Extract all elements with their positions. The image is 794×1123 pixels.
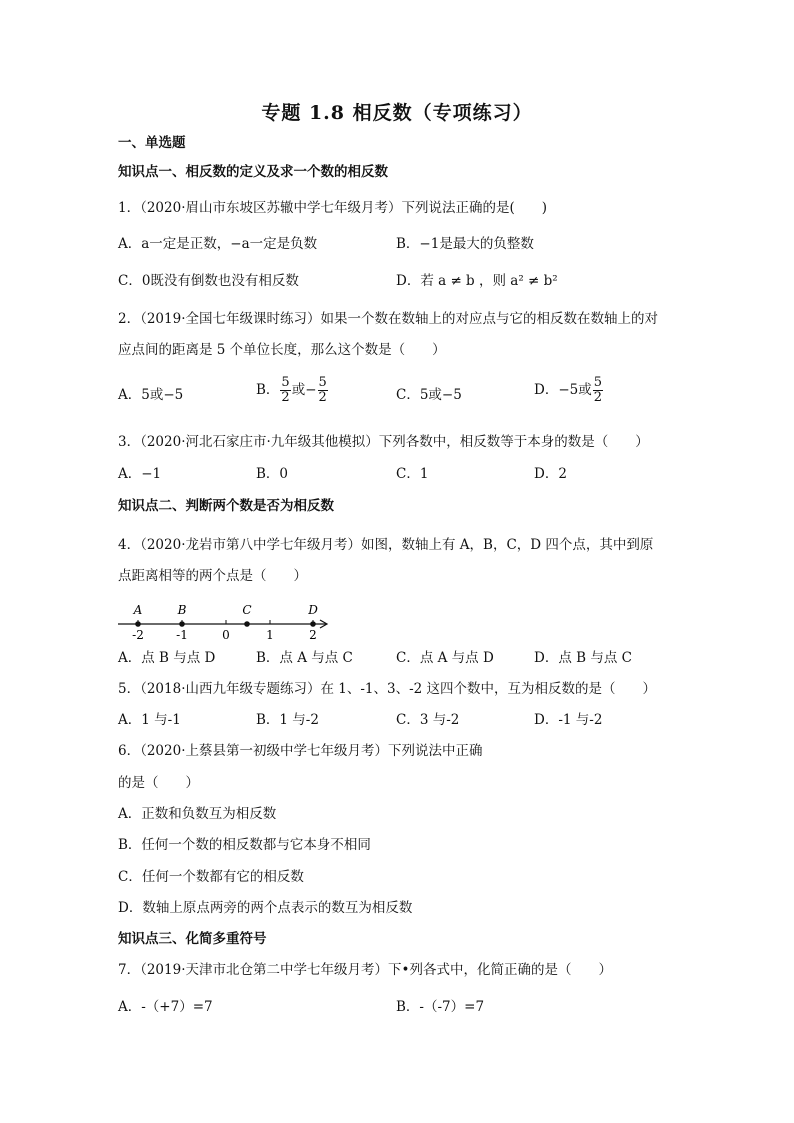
question-5-option-c: C．3 与-2: [396, 712, 460, 728]
knowledge-point-3: 知识点三、化简多重符号: [118, 931, 267, 947]
number-line-point-label: C: [242, 603, 252, 617]
question-6-stem-line2: 的是（ ）: [118, 775, 199, 791]
question-4-option-b: B．点 A 与点 C: [256, 650, 353, 666]
knowledge-point-2: 知识点二、判断两个数是否为相反数: [118, 498, 334, 514]
number-line-point-label: A: [133, 603, 143, 617]
number-line-point: [310, 621, 316, 627]
question-3-option-c: C．1: [396, 466, 429, 482]
page-title: 专题 1.8 相反数（专项练习）: [261, 102, 533, 124]
question-2-stem-line1: 2．（2019·全国七年级课时练习）如果一个数在数轴上的对应点与它的相反数在数轴上的对: [118, 311, 658, 327]
question-1-stem: 1．（2020·眉山市东坡区苏辙中学七年级月考）下列说法正确的是( ): [118, 200, 548, 216]
question-4-stem-line2: 点距离相等的两个点是（ ）: [118, 568, 307, 584]
number-line-point: [135, 621, 141, 627]
question-3-option-b: B．0: [256, 466, 289, 482]
question-6-option-c: C．任何一个数都有它的相反数: [118, 869, 304, 885]
option-b-prefix: B．: [256, 382, 280, 398]
question-7-option-a: A．-（+7）=7: [118, 999, 213, 1015]
question-1-option-a: A．a一定是正数，−a一定是负数: [118, 236, 318, 252]
question-3-option-d: D．2: [534, 466, 567, 482]
question-6-option-a: A．正数和负数互为相反数: [118, 806, 277, 822]
number-line-point-label: B: [177, 603, 187, 617]
question-5-option-a: A．1 与-1: [118, 712, 181, 728]
question-2-option-a: A．5或−5: [118, 387, 184, 403]
question-7-stem: 7．（2019·天津市北仓第二中学七年级月考）下•列各式中，化简正确的是（ ）: [118, 962, 612, 978]
fraction-five-halves: $\frac{5}{2}$: [318, 375, 327, 405]
question-3-option-a: A．−1: [118, 466, 162, 482]
number-line-tick-label: 2: [309, 628, 317, 642]
number-line-point-label: D: [308, 603, 318, 617]
section-heading: 一、单选题: [118, 135, 186, 151]
question-6-option-d: D．数轴上原点两旁的两个点表示的数互为相反数: [118, 900, 413, 916]
question-5-option-d: D．-1 与-2: [534, 712, 603, 728]
question-1-option-d: D．若 a ≠ b ，则 a² ≠ b²: [396, 273, 558, 289]
fraction-five-halves: $\frac{5}{2}$: [281, 375, 290, 405]
number-line-tick-label: 1: [266, 628, 274, 642]
question-2-option-d: [534, 376, 604, 405]
number-line-point: [179, 621, 185, 627]
question-1-option-c: C．0既没有倒数也没有相反数: [118, 273, 299, 289]
question-4-option-d: D．点 B 与点 C: [534, 650, 632, 666]
knowledge-point-1: 知识点一、相反数的定义及求一个数的相反数: [118, 164, 388, 180]
question-7-option-b: B．-（-7）=7: [396, 999, 485, 1015]
question-5-option-b: B．1 与-2: [256, 712, 319, 728]
number-line-tick-label: -2: [132, 628, 144, 642]
option-b-middle: 或−: [291, 382, 317, 398]
option-d-prefix: D．−5或: [534, 382, 592, 398]
question-1-option-b: B．−1是最大的负整数: [396, 236, 534, 252]
question-4-stem-line1: 4．（2020·龙岩市第八中学七年级月考）如图，数轴上有 A，B，C，D 四个点，其中到原: [118, 537, 654, 553]
question-6-option-b: B．任何一个数的相反数都与它本身不相同: [118, 837, 371, 853]
fraction-five-halves: $\frac{5}{2}$: [593, 375, 603, 405]
question-4-option-c: C．点 A 与点 D: [396, 650, 494, 666]
question-5-stem: 5．（2018·山西九年级专题练习）在 1、-1、3、-2 这四个数中，互为相反数的是（ ）: [118, 681, 657, 697]
number-line-tick-label: 0: [222, 628, 230, 642]
number-line-point: [244, 621, 250, 627]
question-2-stem-line2: 应点间的距离是 5 个单位长度，那么这个数是（ ）: [118, 342, 446, 358]
question-2-option-c: C．5或−5: [396, 387, 462, 403]
question-4-option-a: A．点 B 与点 D: [118, 650, 216, 666]
question-3-stem: 3．（2020·河北石家庄市·九年级其他模拟）下列各数中，相反数等于本身的数是（ ）: [118, 434, 649, 450]
number-line-diagram: [116, 600, 336, 644]
question-6-stem-line1: 6．（2020·上蔡县第一初级中学七年级月考）下列说法中正确: [118, 743, 483, 759]
number-line-tick-label: -1: [176, 628, 188, 642]
question-2-option-b: [256, 376, 329, 405]
